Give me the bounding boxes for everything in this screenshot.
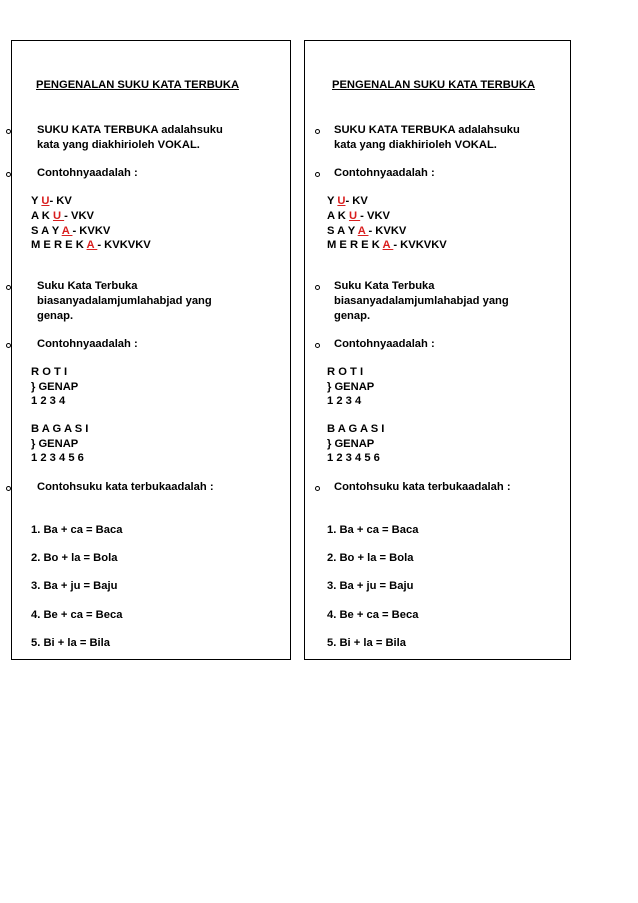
bullet-text: Suku Kata Terbuka biasanyadalamjumlahabjad yang genap. xyxy=(334,280,509,322)
card-right xyxy=(304,40,571,660)
example-count: 1 2 3 4 5 6 xyxy=(327,452,380,464)
list-item: 4. Be + ca = Beca xyxy=(327,609,419,621)
bullet-icon xyxy=(315,172,320,177)
syllable-line: S A Y A - KVKV xyxy=(31,225,111,237)
bullet-icon xyxy=(6,129,11,134)
bullet-text: Contohnyaadalah : xyxy=(334,338,435,350)
list-item: 1. Ba + ca = Baca xyxy=(327,524,419,536)
bullet-text: SUKU KATA TERBUKA adalahsuku kata yang diakhirioleh VOKAL. xyxy=(37,124,223,151)
syllable-line: M E R E K A - KVKVKV xyxy=(327,239,447,251)
list-item: 5. Bi + la = Bila xyxy=(327,637,406,649)
syllable-line: A K U - VKV xyxy=(327,210,390,222)
bullet-text: SUKU KATA TERBUKA adalahsuku kata yang diakhirioleh VOKAL. xyxy=(334,124,520,151)
list-item: 3. Ba + ju = Baju xyxy=(31,580,118,592)
bullet-text: Contohnyaadalah : xyxy=(37,167,138,179)
example-count: 1 2 3 4 xyxy=(31,395,66,407)
bullet-text: Contohsuku kata terbukaadalah : xyxy=(37,481,214,493)
example-word: B A G A S I xyxy=(327,423,385,435)
bullet-text: Contohsuku kata terbukaadalah : xyxy=(334,481,511,493)
list-item: 2. Bo + la = Bola xyxy=(31,552,118,564)
bullet-text: Suku Kata Terbuka biasanyadalamjumlahabjad yang genap. xyxy=(37,280,212,322)
example-word: B A G A S I xyxy=(31,423,89,435)
example-group: } GENAP xyxy=(31,438,79,450)
bullet-icon xyxy=(6,486,11,491)
bullet-icon xyxy=(315,129,320,134)
card-left xyxy=(11,40,291,660)
bullet-icon xyxy=(315,486,320,491)
list-item: 3. Ba + ju = Baju xyxy=(327,580,414,592)
syllable-line: Y U- KV xyxy=(327,195,368,207)
example-word: R O T I xyxy=(31,366,68,378)
list-item: 1. Ba + ca = Baca xyxy=(31,524,123,536)
bullet-icon xyxy=(6,285,11,290)
example-group: } GENAP xyxy=(327,438,375,450)
example-group: } GENAP xyxy=(31,381,79,393)
card-title: PENGENALAN SUKU KATA TERBUKA xyxy=(332,79,536,91)
example-count: 1 2 3 4 5 6 xyxy=(31,452,84,464)
list-item: 2. Bo + la = Bola xyxy=(327,552,414,564)
bullet-icon xyxy=(315,343,320,348)
example-group: } GENAP xyxy=(327,381,375,393)
example-count: 1 2 3 4 xyxy=(327,395,362,407)
syllable-line: M E R E K A - KVKVKV xyxy=(31,239,151,251)
bullet-icon xyxy=(6,172,11,177)
bullet-icon xyxy=(6,343,11,348)
list-item: 4. Be + ca = Beca xyxy=(31,609,123,621)
syllable-line: S A Y A - KVKV xyxy=(327,225,407,237)
bullet-text: Contohnyaadalah : xyxy=(37,338,138,350)
bullet-icon xyxy=(315,285,320,290)
syllable-line: A K U - VKV xyxy=(31,210,94,222)
bullet-text: Contohnyaadalah : xyxy=(334,167,435,179)
example-word: R O T I xyxy=(327,366,364,378)
card-title: PENGENALAN SUKU KATA TERBUKA xyxy=(36,79,240,91)
list-item: 5. Bi + la = Bila xyxy=(31,637,110,649)
syllable-line: Y U- KV xyxy=(31,195,72,207)
